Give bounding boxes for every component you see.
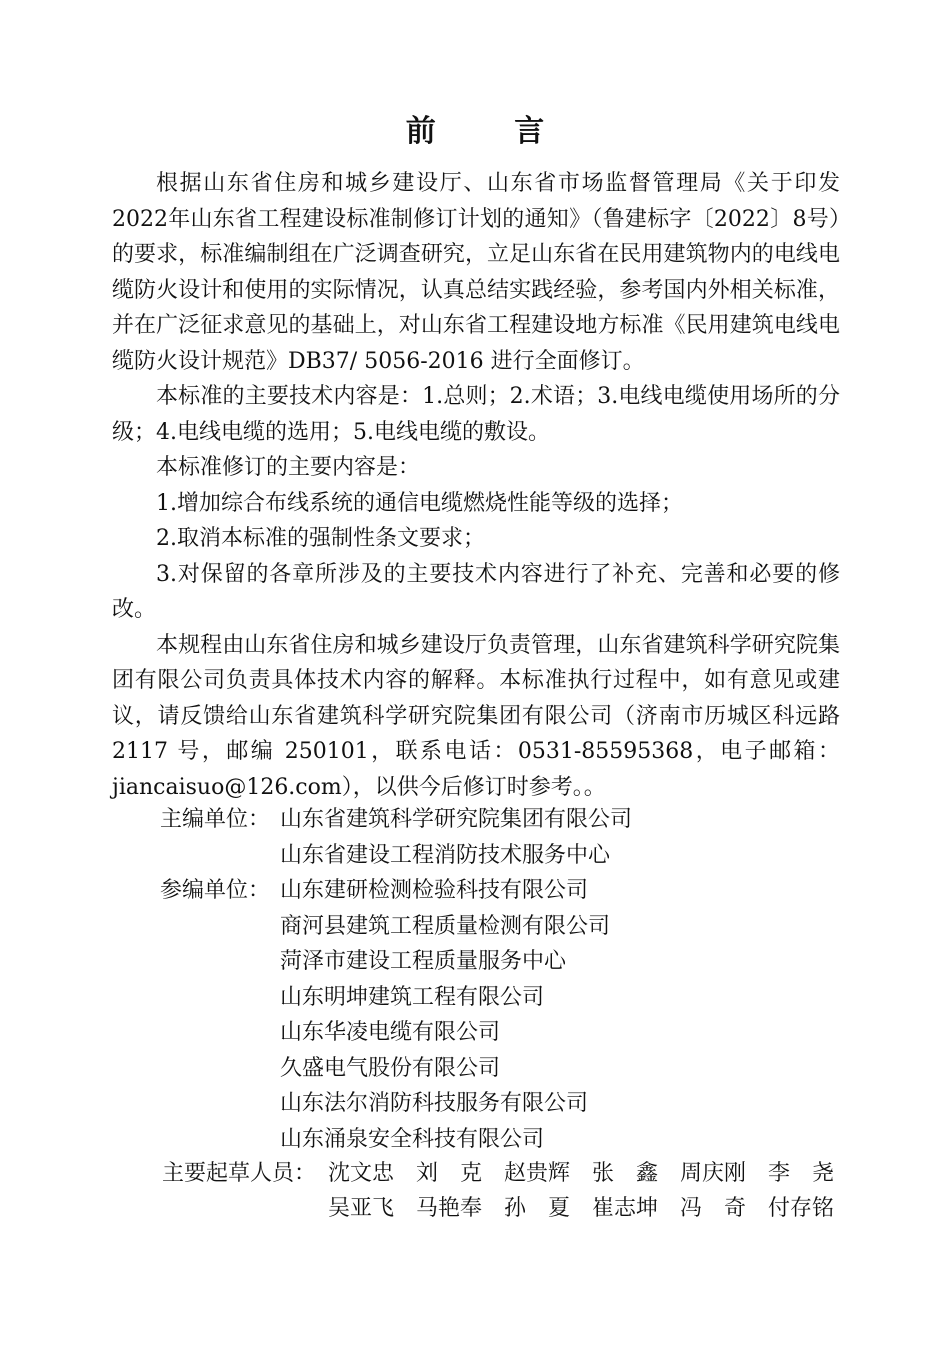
paragraph: 3.对保留的各章所涉及的主要技术内容进行了补充、完善和必要的修改。 [112,561,840,622]
chief-units-list [280,802,632,873]
paragraph: 本标准修订的主要内容是： [156,455,421,480]
unit-item: 商河县建筑工程质量检测有限公司 [280,913,611,939]
drafter-name: 孙 夏 [504,1196,571,1221]
chief-units [112,802,840,873]
page-title: 前 言 [405,114,579,149]
unit-item: 山东省建设工程消防技术服务中心 [280,842,611,868]
participating-units-list [280,873,610,1157]
drafters-row-1 [162,1156,862,1191]
drafter-names [328,1156,844,1191]
drafter-name: 吴亚飞 [328,1196,395,1221]
drafter-name: 张 鑫 [592,1161,659,1186]
drafter-name: 沈文忠 [328,1161,395,1186]
unit-item: 山东省建筑科学研究院集团有限公司 [280,807,633,832]
drafter-name: 李 尧 [768,1161,835,1186]
paragraph: 1.增加综合布线系统的通信电缆燃烧性能等级的选择； [156,490,683,516]
drafters-label: 主要起草人员： [162,1161,317,1186]
drafter-name: 赵贵辉 [504,1161,571,1186]
unit-item: 山东建研检测检验科技有限公司 [280,878,589,903]
paragraph: 根据山东省住房和城乡建设厅、山东省市场监督管理局《关于印发2022年山东省工程建设标准制修订计划的通知》（鲁建标字〔2022〕8号）的要求，标准编制组在广泛调查研究，立足山东省在民用建筑物内的电线电缆防火设计和使用的实际情况，认真总结实践经验，参考国内外相关标准，并在广泛征求意见的基础上，对山东省工程建设地方标准《民用建筑电线电缆防火设计规范》DB37/ 5056-2016 进行全面修订。 [112,171,840,374]
preface-body [112,166,840,805]
participating-units-label: 参编单位： [160,878,271,903]
drafter-name: 马艳奉 [416,1196,483,1221]
paragraph: 本标准的主要技术内容是：1.总则；2.术语；3.电线电缆使用场所的分级；4.电线电缆的选用；5.电线电缆的敷设。 [112,384,840,445]
paragraph: 本规程由山东省住房和城乡建设厅负责管理，山东省建筑科学研究院集团有限公司负责具体技术内容的解释。本标准执行过程中，如有意见或建议，请反馈给山东省建筑科学研究院集团有限公司（济南市历城区科远路 2117 号，邮编 250101，联系电话：0531-85595368，电子邮箱：jiancaisuo@126.com），以供今后修订时参考。。 [112,632,840,800]
drafter-name: 冯 奇 [680,1196,747,1221]
unit-item: 山东法尔消防科技服务有限公司 [280,1091,589,1116]
unit-item: 山东华凌电缆有限公司 [280,1020,501,1045]
drafter-name: 付存铭 [768,1196,835,1221]
drafter-names [328,1191,844,1226]
drafters-row-2 [328,1191,862,1226]
drafter-name: 刘 克 [416,1161,483,1186]
unit-item: 山东涌泉安全科技有限公司 [280,1126,545,1152]
drafter-name: 崔志坤 [592,1196,659,1221]
drafters-section [162,1156,862,1226]
unit-item: 山东明坤建筑工程有限公司 [280,984,545,1010]
chief-units-label: 主编单位： [160,807,271,832]
drafter-name: 周庆刚 [680,1161,747,1186]
participating-units [112,873,840,1157]
units-section [112,802,840,1157]
paragraph: 2.取消本标准的强制性条文要求； [156,526,485,551]
unit-item: 菏泽市建设工程质量服务中心 [280,949,567,974]
unit-item: 久盛电气股份有限公司 [280,1055,501,1081]
